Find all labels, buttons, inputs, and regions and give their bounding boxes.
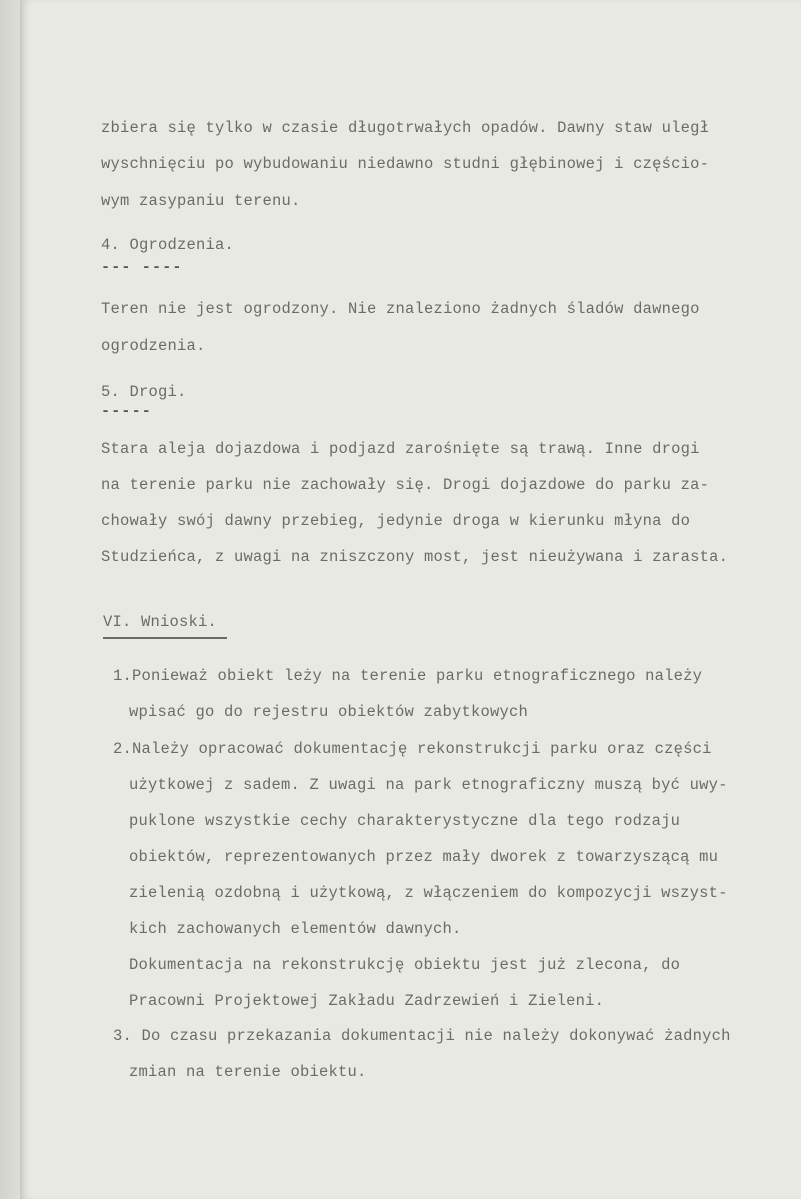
text-line: obiektów, reprezentowanych przez mały dworek z towarzyszącą mu bbox=[129, 848, 719, 866]
text-line: chowały swój dawny przebieg, jedynie droga w kierunku młyna do bbox=[101, 512, 691, 530]
text-line: wpisać go do rejestru obiektów zabytkowych bbox=[129, 703, 529, 721]
heading-underline bbox=[103, 637, 227, 639]
text-line: ogrodzenia. bbox=[101, 337, 206, 355]
text-line: puklone wszystkie cechy charakterystyczne dla tego rodzaju bbox=[129, 812, 681, 830]
text-line: zmian na terenie obiektu. bbox=[129, 1063, 367, 1081]
text-line: Teren nie jest ogrodzony. Nie znaleziono żadnych śladów dawnego bbox=[101, 300, 700, 318]
text-line: wyschnięciu po wybudowaniu niedawno studni głębinowej i częścio- bbox=[101, 155, 710, 173]
text-line: na terenie parku nie zachowały się. Drogi dojazdowe do parku za- bbox=[101, 476, 710, 494]
text-line: Dokumentacja na rekonstrukcję obiektu jest już zlecona, do bbox=[129, 956, 681, 974]
page-fold-shadow bbox=[0, 0, 20, 1199]
section-underline: --- ---- bbox=[101, 259, 183, 276]
document-page bbox=[20, 0, 801, 1199]
list-item-2: 2.Należy opracować dokumentację rekonstrukcji parku oraz części bbox=[113, 740, 712, 758]
text-line: Pracowni Projektowej Zakładu Zadrzewień i Zieleni. bbox=[129, 992, 605, 1010]
text-line: wym zasypaniu terenu. bbox=[101, 192, 301, 210]
list-item-1: 1.Ponieważ obiekt leży na terenie parku etnograficznego należy bbox=[113, 667, 703, 685]
text-line: zbiera się tylko w czasie długotrwałych opadów. Dawny staw uległ bbox=[101, 119, 710, 137]
text-line: Stara aleja dojazdowa i podjazd zarośnięte są trawą. Inne drogi bbox=[101, 440, 700, 458]
text-line: Studzieńca, z uwagi na zniszczony most, jest nieużywana i zarasta. bbox=[101, 548, 729, 566]
section-heading-wnioski: VI. Wnioski. bbox=[103, 613, 218, 631]
section-heading-ogrodzenia: 4. Ogrodzenia. bbox=[101, 236, 235, 254]
section-heading-drogi: 5. Drogi. bbox=[101, 383, 187, 401]
text-line: użytkowej z sadem. Z uwagi na park etnograficzny muszą być uwy- bbox=[129, 776, 728, 794]
section-underline: ----- bbox=[101, 403, 153, 420]
text-line: zielenią ozdobną i użytkową, z włączeniem do kompozycji wszyst- bbox=[129, 884, 728, 902]
text-line: kich zachowanych elementów dawnych. bbox=[129, 920, 462, 938]
list-item-3: 3. Do czasu przekazania dokumentacji nie należy dokonywać żadnych bbox=[113, 1027, 731, 1045]
